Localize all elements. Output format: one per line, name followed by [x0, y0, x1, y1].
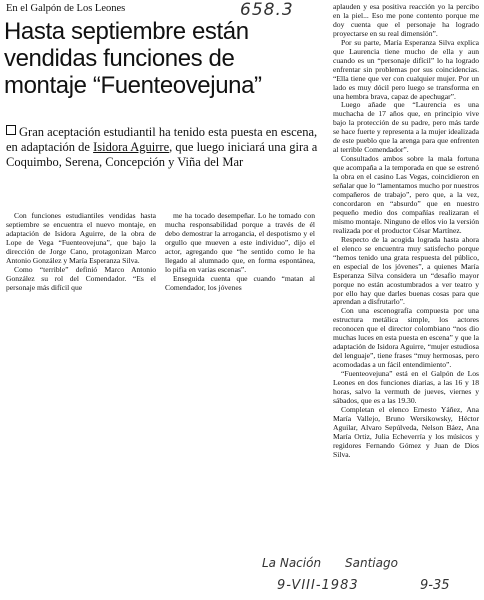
paragraph: me ha tocado desempeñar. Lo he tomado con mucha responsabilidad porque a través de él debo demostrar la arrogancia, el despotismo y el orgullo que mueven a este individuo”, dijo el actor, agregando que “he sentido como le ha llegado al alumnado que, en forma espontánea, lo pifia en varias escenas”.: [165, 211, 315, 274]
archive-stamp: 658.3: [240, 0, 294, 20]
column-a: [6, 212, 156, 293]
paragraph: Enseguida cuenta que cuando “matan al Comendador, los jóvenes: [165, 273, 315, 292]
summary: [6, 125, 330, 170]
handwritten-page: 9-35: [420, 578, 450, 593]
summary-post: , que luego iniciará una gira a Coquimbo, Serena, Concepción y Viña del Mar: [6, 140, 318, 169]
paragraph: Luego añade que “Laurencia es una muchacha de 17 años que, en principio vive bajo la protección de su padre, pero más tarde se hace fuerte y representa a la mujer idealizada de este pueblo que la arenga para que enfrenten al terrible Comendador”.: [333, 100, 479, 155]
kicker: En el Galpón de Los Leones: [6, 3, 126, 14]
paragraph: Con funciones estudiantiles vendidas hasta septiembre se encuentra el nuevo montaje, en adaptación de Isidora Aguirre, de la obra de Lope de Vega “Fuenteovejuna”, que bajo la dirección de Jorge Cano, protagonizan Marco Antonio González y María Esperanza Silva.: [6, 211, 156, 265]
summary-underlined: Isidora Aguirre: [93, 140, 170, 154]
summary-pre: Gran aceptación estudiantil ha tenido esta puesta en escena, en adaptación de: [6, 125, 318, 154]
bullet-box-icon: [6, 125, 16, 135]
column-b: [165, 212, 315, 293]
paragraph: Como “terrible” definió Marco Antonio González su rol del Comendador. “Es el personaje más difícil que: [6, 264, 156, 292]
handwritten-city: Santiago: [345, 556, 398, 570]
headline: Hasta septiembre están vendidas funciones de montaje “Fuenteovejuna”: [4, 18, 262, 99]
handwritten-date: 9-VIII-1983: [277, 578, 359, 593]
paragraph: aplauden y esa positiva reacción yo la percibo en la piel... Eso me pone contento porque me doy cuenta que el personaje ha logrado proyectarse en su real dimensión”.: [333, 2, 479, 38]
paragraph: Con una escenografía compuesta por una estructura metálica simple, los actores reconocen que el director colombiano “nos dio muchas luces en esta puesta en escena” y que la adaptación de Isidora Aguirre, “mujer estudiosa del lenguaje”, tiene frases “muy hermosas, pero acomodadas a un fácil entendimiento”.: [333, 306, 479, 370]
paragraph: Por su parte, María Esperanza Silva explica que Laurencia tiene mucho de ella y aun cuando es un “personaje difícil” lo ha logrado enfrentar sin problemas por sus coincidencias. “Ella tiene que ver con cualquier mujer. Por un lado es muy dócil pero luego se transforma en una hembra brava, capaz de apechugar”.: [333, 37, 479, 101]
column-c: [333, 3, 479, 460]
paragraph: Completan el elenco Ernesto Yáñez, Ana María Vallejo, Bruno Wersikowsky, Héctor Aguilar, Alvaro Sepúlveda, Nelson Báez, Ana María Ortiz, Julia Echeverría y los músicos y regidores Fernando Gómez y Juan de Dios Silva.: [333, 404, 479, 459]
handwritten-source: La Nación: [262, 556, 322, 570]
paragraph: Consultados ambos sobre la mala fortuna que acompaña a la temporada en que se estrenó la obra en el casino Las Vegas, coincidieron en señalar que lo “lamentamos mucho por nuestros compañeros de trabajo”, pero que, a la vez, concordaron en “absurdo” que en nuestro pequeño medio dos compañías realizaran el mismo montaje. Ninguno de ellos vio la versión realizada por el productor César Martínez.: [333, 154, 479, 235]
paragraph: Respecto de la acogida lograda hasta ahora el elenco se encuentra muy satisfecho porque “hemos tenido una grata respuesta del público, en especial de los jóvenes”, a quienes María Esperanza Silva considera un “desafío mayor porque no están acostumbrados a ver teatro y por ello hay que darles buenas cosas para que aprendan a disfrutarlo”.: [333, 234, 479, 307]
paragraph: “Fuenteovejuna” está en el Galpón de Los Leones en dos funciones diarias, a las 16 y 18 horas, salvo la vermuth de jueves, viernes y sábados, que es a las 19.30.: [333, 369, 479, 405]
